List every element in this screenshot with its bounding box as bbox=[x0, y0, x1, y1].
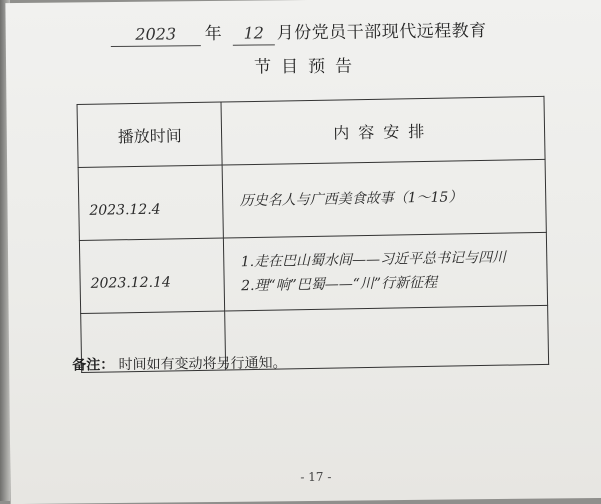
year-blank: 2023 bbox=[111, 23, 201, 47]
footnote bbox=[72, 352, 287, 374]
page-number: - 17 - bbox=[300, 469, 332, 485]
title-text: 月份党员干部现代远程教育 bbox=[276, 21, 487, 44]
content-line: 1.走在巴山蜀水间——习近平总书记与四川 bbox=[240, 249, 507, 271]
row-content bbox=[223, 159, 547, 238]
document-title bbox=[111, 20, 511, 50]
header-content: 内容安排 bbox=[221, 96, 545, 165]
table-row bbox=[79, 232, 547, 313]
row-date: 2023.12.14 bbox=[79, 238, 225, 314]
row-content bbox=[224, 232, 548, 311]
table-header-row bbox=[77, 96, 545, 167]
year-label: 年 bbox=[204, 23, 222, 45]
note-label: 备注： bbox=[72, 357, 115, 374]
document-subtitle: 节目预告 bbox=[253, 56, 363, 78]
row-date: 2023.12.4 bbox=[78, 165, 224, 241]
schedule-table bbox=[77, 96, 550, 373]
note-text: 时间如有变动将另行通知。 bbox=[118, 355, 287, 373]
month-blank: 12 bbox=[233, 22, 275, 45]
content-line: 历史名人与广西美食故事（1～15） bbox=[239, 189, 463, 210]
content-line: 2.理“响”巴蜀——“川”行新征程 bbox=[241, 274, 438, 295]
table-row bbox=[78, 159, 546, 240]
document-page bbox=[5, 0, 601, 504]
header-date: 播放时间 bbox=[77, 102, 223, 168]
